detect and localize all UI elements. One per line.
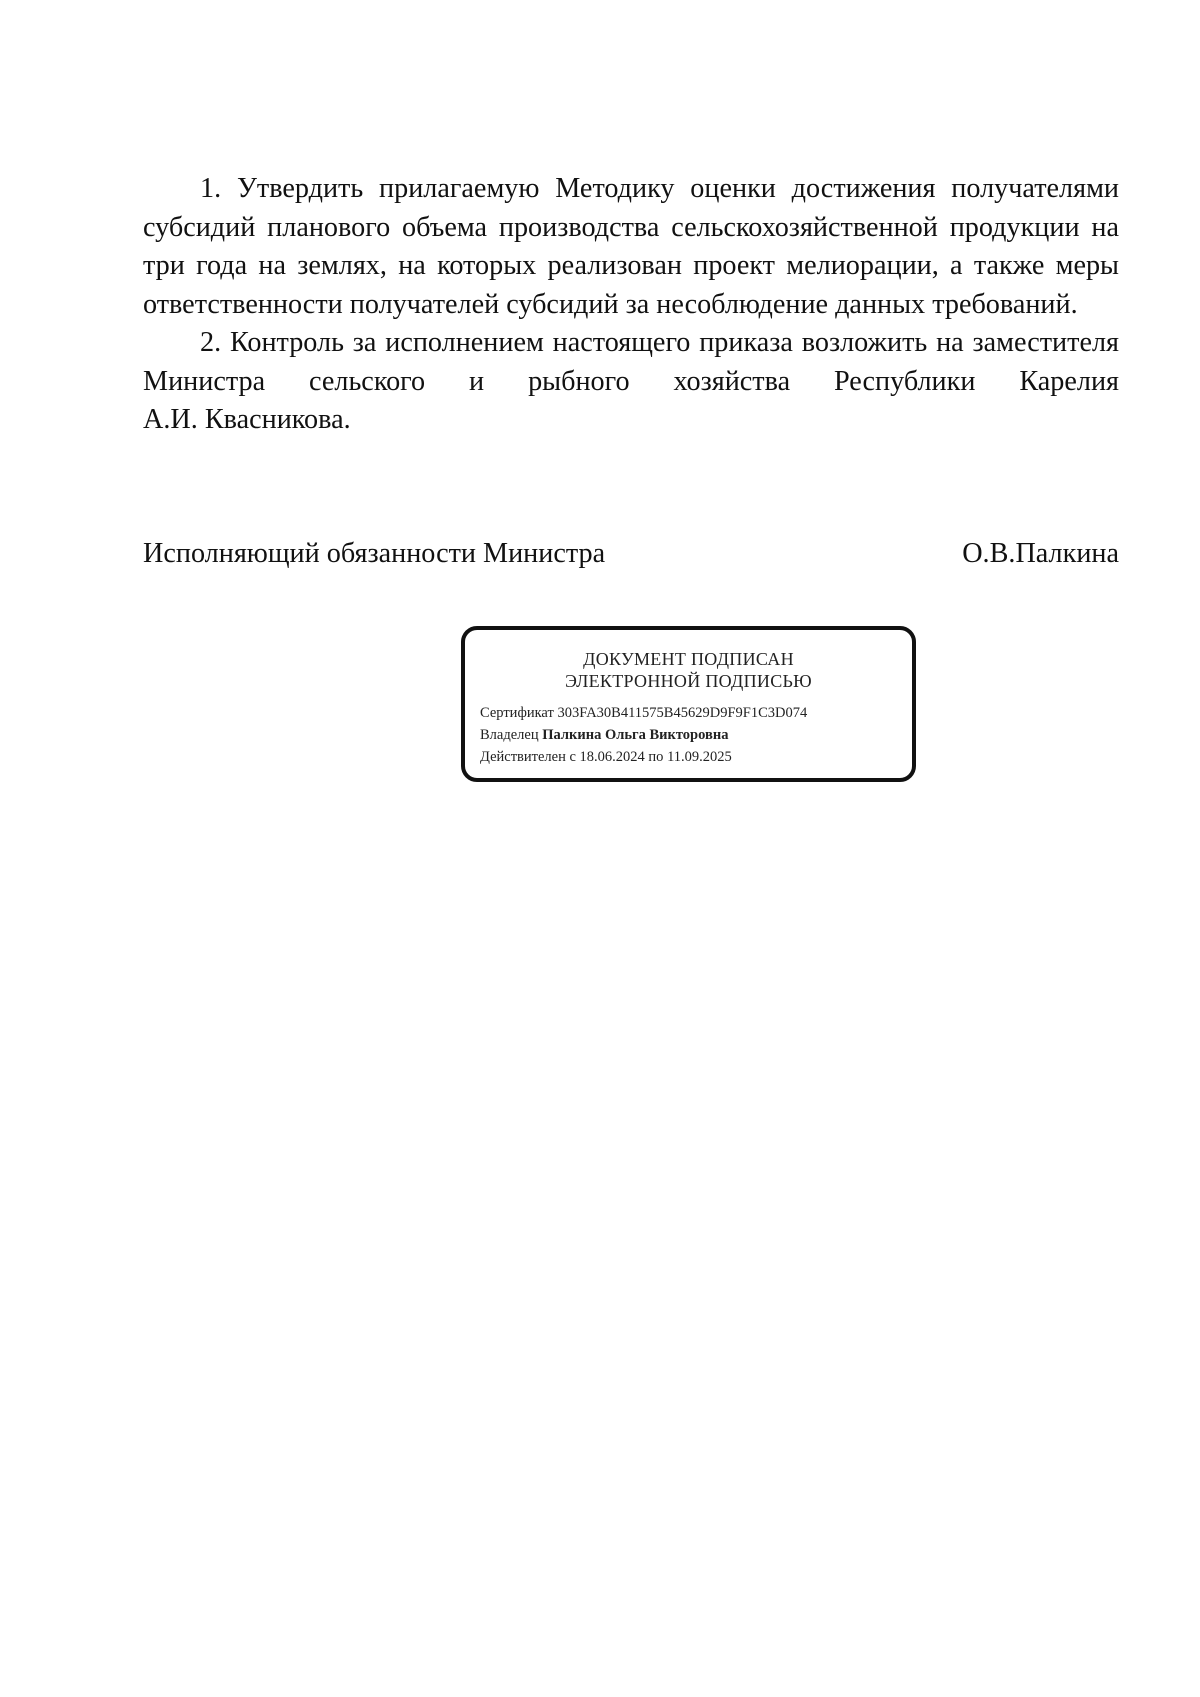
signature-block — [143, 535, 1119, 573]
order-item-1-line-4: ответственности получателей субсидий за несоблюдение данных требований. — [143, 288, 1078, 320]
validity-from-label: Действителен с — [480, 749, 576, 765]
order-item-1-line-1: 1. Утвердить прилагаемую Методику оценки достижения получателями — [200, 173, 1119, 204]
order-item-2-line-1: 2. Контроль за исполнением настоящего приказа возложить на заместителя — [200, 327, 1119, 358]
stamp-validity — [480, 748, 732, 766]
validity-to-label: по — [648, 749, 664, 765]
order-item-1-line-2: субсидий планового объема производства сельскохозяйственной продукции на — [143, 211, 1119, 243]
owner-value: Палкина Ольга Викторовна — [542, 727, 729, 743]
owner-label: Владелец — [480, 727, 539, 743]
electronic-signature-stamp — [461, 626, 916, 782]
certificate-value: 303FA30B411575B45629D9F9F1C3D074 — [557, 705, 808, 721]
order-item-2-line-3: А.И. Квасникова. — [143, 404, 351, 435]
stamp-certificate — [480, 704, 807, 722]
order-item-1-line-3: три года на землях, на которых реализован проект мелиорации, а также меры — [143, 250, 1119, 281]
signatory-position: Исполняющий обязанности Министра — [143, 538, 606, 569]
stamp-title-line-1: ДОКУМЕНТ ПОДПИСАН — [583, 649, 794, 669]
signatory-name: О.В.Палкина — [962, 538, 1119, 569]
validity-to-date: 11.09.2025 — [667, 749, 732, 765]
order-item-2-line-2: Министра сельского и рыбного хозяйства Республики Карелия — [143, 365, 1119, 397]
certificate-label: Сертификат — [480, 705, 554, 721]
order-item-1 — [143, 170, 1119, 324]
order-item-2 — [143, 324, 1119, 440]
validity-from-date: 18.06.2024 — [579, 749, 645, 765]
stamp-title — [465, 648, 912, 692]
stamp-owner — [480, 726, 728, 744]
order-body — [143, 170, 1119, 440]
stamp-title-line-2: ЭЛЕКТРОННОЙ ПОДПИСЬЮ — [565, 671, 812, 691]
